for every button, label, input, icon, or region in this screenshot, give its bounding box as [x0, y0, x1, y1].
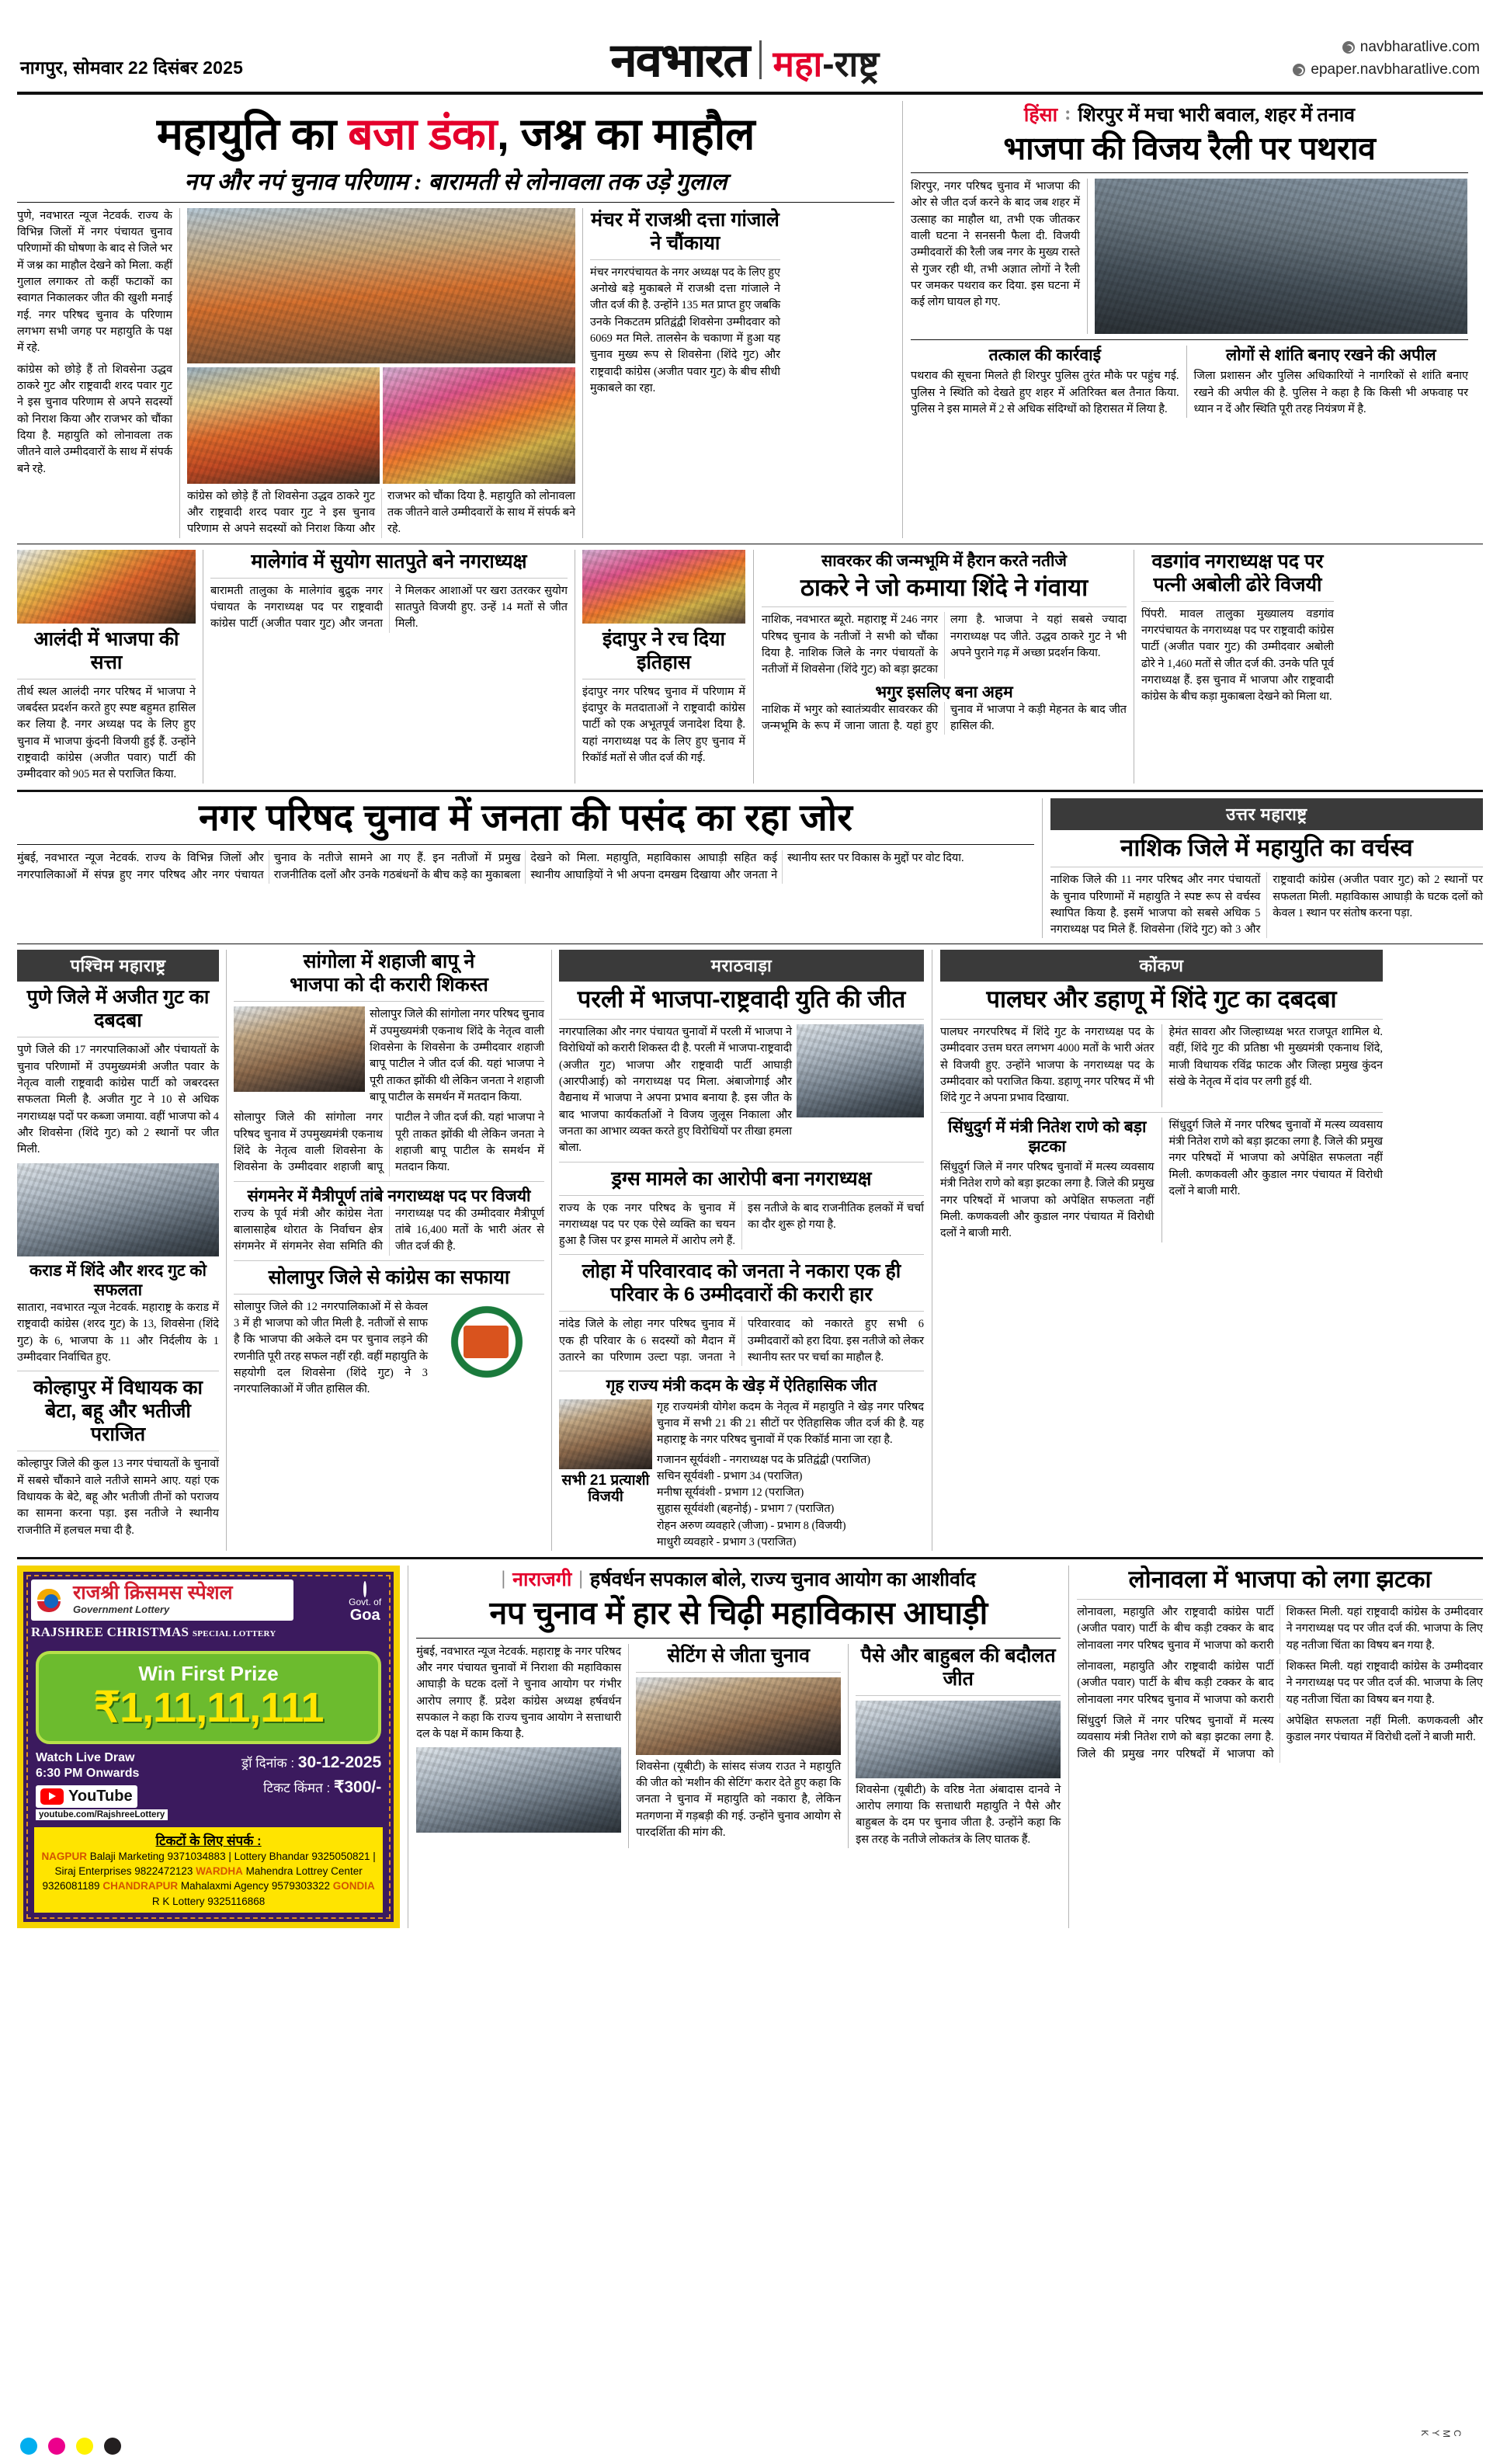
main-band-body: मुंबई, नवभारत न्यूज नेटवर्क. राज्य के विभिन्न जिलों और नगरपालिकाओं में संपन्न हुए नगर परिषद और नगर पंचायत चुनाव के नतीजे सामने आ गए हैं. इन नतीजों में प्रमुख राजनीतिक दलों और उनके गठबंधनों के बीच कड़े का मुकाबला देखने को मिला. महायुति, महाविकास आघाड़ी सहित कई स्थानीय आघाड़ियों ने भी अपना दमखम दिखाया और जनता ने स्थानीय स्तर पर विकास के मुद्दों पर वोट दिया. [17, 852, 964, 881]
wadgaon-body: पिंपरी. मावल तालुका मुख्यालय वडगांव नगरपंचायत के नगराध्यक्ष पद पर राष्ट्रवादी कांग्रेस पार्टी (अजीत पवार गुट) की उम्मीदवार अबोली ढोरे ने 1,460 मतों से जीत दर्ज की. उनके पति पूर्व नगराध्यक्ष हैं. इस चुनाव में भाजपा और राष्ट्रवादी कांग्रेस के बीच कड़ा मुकाबला देखने को मिला था. [1141, 607, 1334, 704]
malegaon-story [210, 550, 568, 784]
ad-brand-english: Government Lottery [73, 1604, 170, 1616]
ad-win-line: Win First Prize [138, 1662, 279, 1686]
ad-prize-amount: ₹1,11,11,111 [93, 1684, 324, 1732]
cmyk-label: C M Y K [1419, 2430, 1463, 2438]
band-north-maharashtra: उत्तर महाराष्ट्र [1050, 798, 1483, 830]
konkan-body-left: पालघर नगरपरिषद में शिंदे गुट के नगराध्यक्ष पद के उम्मीदवार उत्तम घरत लगभग 4000 मतों के भारी अंतर से विजयी हुए. उन्होंने भाजपा के नगराध्यक्ष पद के उम्मीदवार को पराजित किया. डहाणू नगर परिषद में भी शिंदे गुट ने अपना प्रभाव दिखाया. [940, 1026, 1155, 1105]
youtube-url[interactable]: youtube.com/RajshreeLottery [36, 1809, 168, 1820]
mva-story [416, 1566, 1061, 1927]
marathwada-headline: परली में भाजपा-राष्ट्रवादी युति की जीत [577, 985, 906, 1013]
divider [17, 1557, 1483, 1559]
north-mh-section [1050, 798, 1483, 939]
alandi-headline: आलंदी में भाजपा की सत्ता [33, 627, 179, 673]
youtube-button[interactable]: YouTube [36, 1785, 137, 1808]
main-band-section [17, 798, 1483, 939]
ad-prize-box [36, 1651, 381, 1744]
stage-story-headline: मंचर में राजश्री दत्ता गांजाले ने चौंकाया [591, 208, 780, 254]
mva-sub2-headline: पैसे और बाहुबल की बदौलत जीत [860, 1644, 1056, 1690]
mva-body: मुंबई, नवभारत न्यूज नेटवर्क. महाराष्ट्र के नगर परिषद और नगर पंचायत चुनावों में निराशा की महाविकास आघाड़ी के घटक दलों ने चुनाव आयोग पर गंभीर आरोप लगाए हैं. प्रदेश कांग्रेस अध्यक्ष हर्षवर्धन सपकाल ने कहा कि राज्य चुनाव आयोग ने सत्ताधारी दल के पक्ष में काम किया है. [416, 1645, 622, 1741]
photo-indapur [582, 550, 745, 624]
lead-subheadline: नप और नपं चुनाव परिणाम : बारामती से लोनावला तक उड़े गुलाल [184, 169, 727, 195]
photo-yogesh-kadam [559, 1399, 652, 1469]
lonavala-story [1077, 1566, 1483, 1927]
ad-contact-list: NAGPUR Balaji Marketing 9371034883 | Lottery Bhandar 9325050821 | Siraj Enterprises 9822472123 WARDHA Mahendra Lottrey Center 9326081189 CHANDRAPUR Mahalaxmi Agency 9579303322 GONDIA R K Lottery 9325116868 [41, 1851, 376, 1907]
ad-brand-line2: RAJSHREE CHRISTMAS SPECIAL LOTTERY [31, 1625, 276, 1640]
newspaper-logo[interactable] [610, 34, 880, 86]
lead-body-center: कांग्रेस को छोड़े हैं तो शिवसेना उद्धव ठाकरे गुट और राष्ट्रवादी शरद पवार गुट ने इस चुनाव परिणाम से अपने सदस्यों को निराश किया और राजभर को चौंका दिया है. महायुति को लोनावला तक जीतने वाले उम्मीदवारों के साथ में संपर्क बने रहे. [187, 489, 575, 536]
sindhudurg-headline: सिंधुदुर्ग में मंत्री नितेश राणे को बड़ा झटका [948, 1117, 1147, 1156]
west-mh-headline: पुणे जिले में अजीत गुट का दबदबा [26, 986, 210, 1032]
youtube-play-icon [40, 1788, 64, 1805]
mva-sub1-body: शिवसेना (यूबीटी) के सांसद संजय राउत ने महायुति की जीत को 'मशीन की सेटिंग' करार देते हुए कहा कि जनता ने चुनाव में महायुति को नकारा है, लेकिन मतगणना में गड़बड़ी की गई. उन्होंने चुनाव आयोग से पारदर्शिता की मांग की. [636, 1760, 842, 1839]
cmyk-yellow-dot [76, 2438, 93, 2455]
footer-bar [17, 2430, 1483, 2458]
rajshree-logo-icon [37, 1587, 67, 1614]
site-url-1: navbharatlive.com [1359, 39, 1480, 55]
karad-headline: कराड में शिंदे और शरद गुट को सफलता [30, 1261, 207, 1299]
savarkar-kicker: सावरकर की जन्मभूमि में हैरान करते नतीजे [821, 551, 1067, 570]
list-item: माधुरी व्यवहारे - प्रभाग 3 (पराजित) [657, 1536, 797, 1549]
logo-divider [759, 40, 762, 79]
mva-headline: नप चुनाव में हार से चिढ़ी महाविकास आघाड़ी [489, 1595, 988, 1632]
lead-body-2: कांग्रेस को छोड़े हैं तो शिवसेना उद्धव ठाकरे गुट और राष्ट्रवादी शरद पवार गुट ने इस चुनाव परिणाम से अपने सदस्यों को निराश किया और राजभर को चौंका दिया है. महायुति को लोनावला तक जीतने वाले उम्मीदवारों के साथ में संपर्क बने रहे. [17, 363, 172, 475]
goa-seal-icon [363, 1581, 366, 1597]
masthead-rule [17, 92, 1483, 95]
lonavala-headline: लोनावला में भाजपा को लगा झटका [1128, 1566, 1432, 1593]
malegaon-headline: मालेगांव में सुयोग सातपुते बने नगराध्यक्ष [251, 550, 527, 572]
photo-shahaji-bapu [234, 1006, 365, 1092]
sangola-headline-2: भाजपा को दी करारी शिकस्त [290, 974, 488, 996]
lonavala-body-cont2: सिंधुदुर्ग जिले में नगर परिषद चुनावों में मत्स्य व्यवसाय मंत्री नितेश राणे को बड़ा झटका लगा है. जिले की प्रमुख नगर परिषदों में भाजपा को अपेक्षित सफलता नहीं मिली. कणकवली और कुडाल नगर पंचायत में विरोधी दलों ने बाजी मारी. [1077, 1714, 1483, 1760]
sindhudurg-body: सिंधुदुर्ग जिले में नगर परिषद चुनावों में मत्स्य व्यवसाय मंत्री नितेश राणे को बड़ा झटका लगा है. जिले की प्रमुख नगर परिषदों में भाजपा को अपेक्षित सफलता नहीं मिली. कणकवली और कुडाल नगर पंचायत में विरोधी दलों ने बाजी मारी. [940, 1160, 1155, 1240]
bottom-band [17, 1566, 1483, 1927]
indapur-story [582, 550, 745, 784]
mva-sub2-body: शिवसेना (यूबीटी) के वरिष्ठ नेता अंबादास दानवे ने आरोप लगाया कि सत्ताधारी महायुति ने पैसे और बाहुबल के दम पर चुनाव जीता है. उन्होंने कहा कि इस तरह के नतीजे लोकतंत्र के लिए घातक हैं. [856, 1783, 1061, 1846]
violence-sub1-headline: तत्काल की कार्रवाई [988, 346, 1101, 365]
globe-icon [1342, 41, 1355, 54]
column-rule [179, 208, 180, 538]
kolhapur-headline: कोल्हापुर में विधायक का बेटा, बहू और भतीजी पराजित [33, 1377, 203, 1446]
solapur-body: सोलापुर जिले की 12 नगरपालिकाओं में से केवल 3 में ही भाजपा को जीत मिली है. नतीजों से साफ है कि भाजपा की अकेले दम पर चुनाव लड़ने की रणनीति पूरी तरह सफल नहीं रही. वहीं महायुति के सहयोगी दल शिवसेना (शिंदे गुट) ने 3 नगरपालिकाओं में जीत हासिल की. [234, 1300, 428, 1396]
photo-police [1095, 179, 1467, 334]
list-item: गजानन सूर्यवंशी - नगराध्यक्ष पद के प्रतिद्वंद्वी (पराजित) [657, 1453, 871, 1466]
savarkar-headline: ठाकरे ने जो कमाया शिंदे ने गंवाया [800, 573, 1089, 601]
ad-live-draw: Watch Live Draw 6:30 PM Onwards YouTube youtube.com/RajshreeLottery [36, 1750, 168, 1820]
ad-contact-heading: टिकटों के लिए संपर्क : [155, 1833, 262, 1849]
ad-container[interactable] [17, 1566, 400, 1927]
site-url-2: epaper.navbharatlive.com [1311, 61, 1480, 78]
karad-body: सातारा, नवभारत न्यूज नेटवर्क. महाराष्ट्र के कराड में राष्ट्रवादी कांग्रेस (शरद गुट) के 13, शिवसेना (शिंदे गुट) के 6, भाजपा के 11 और निर्दलीय के 1 उम्मीदवार निर्वाचित हुए. [17, 1302, 219, 1364]
malegaon-body: बारामती तालुका के मालेगांव बुद्रुक नगर पंचायत के नगराध्यक्ष पद पर राष्ट्रवादी कांग्रेस पार्टी (अजीत पवार गुट) और जनता ने मिलकर आशाओं पर खरा उतरकर सुयोग सातपुते विजयी हुए. उन्हें 14 मतों से जीत मिली. [210, 584, 568, 631]
north-mh-headline: नाशिक जिले में महायुति का वर्चस्व [1120, 833, 1413, 861]
masthead [0, 0, 1500, 92]
list-item: रोहन अरुण व्यवहारे (जीजा) - प्रभाग 8 (विजयी) [657, 1519, 846, 1532]
cmyk-black-dot [104, 2438, 121, 2455]
north-mh-body: नाशिक जिले की 11 नगर परिषद और नगर पंचायतों के चुनाव परिणामों में महायुति ने स्पष्ट रूप से वर्चस्व स्थापित किया है. इसमें भाजपा को सबसे अधिक 5 नगराध्यक्ष पद मिले हैं. शिवसेना (शिंदे गुट) को 3 और राष्ट्रवादी कांग्रेस (अजीत पवार गुट) को 2 स्थानों पर सफलता मिली. महाविकास आघाड़ी के घटक दलों को केवल 1 स्थान पर संतोष करना पड़ा. [1050, 874, 1483, 937]
violence-kicker: हिंसा : शिरपुर में मचा भारी बवाल, शहर में तनाव [1023, 103, 1356, 126]
photo-danve [856, 1701, 1061, 1778]
savarkar-sub-headline: भगुर इसलिए बना अहम [875, 683, 1013, 701]
photo-gulal-1 [383, 367, 575, 484]
alandi-body: तीर्थ स्थल आलंदी नगर परिषद में भाजपा ने जबर्दस्त प्रदर्शन करते हुए स्पष्ट बहुमत हासिल कर लिया है. नगर अध्यक्ष पद के लिए हुए चुनाव में भाजपा कुंदनी विजयी हुई हैं. उन्होंने राष्ट्रवादी कांग्रेस (अजीत पवार) पार्टी की उम्मीदवार को 905 मत से पराजित किया. [17, 685, 196, 781]
second-band [17, 550, 1483, 784]
photo-leader-1 [17, 1163, 219, 1256]
kolhapur-body: कोल्हापुर जिले की कुल 13 नगर पंचायतों के चुनावों में सबसे चौंकाने वाले नतीजे सामने आए. यहां एक विधायक के बेटे, बहू और भतीजी तीनों को पराजय का सामना करना पड़ा. इस नतीजे ने स्थानीय राजनीति में हलचल मचा दी है. [17, 1458, 219, 1537]
sangola-section [234, 950, 544, 1551]
konkan-section [940, 950, 1383, 1551]
solapur-headline: सोलापुर जिले से कांग्रेस का सफाया [268, 1266, 510, 1288]
savarkar-body: नाशिक, नवभारत ब्यूरो. महाराष्ट्र में 246 नगर परिषद चुनाव के नतीजों ने सभी को चौंका दिया है. नाशिक जिले के नगर पंचायतों के नतीजों में शिवसेना (शिंदे गुट) को बड़ा झटका लगा है. भाजपा ने यहां सबसे ज्यादा नगराध्यक्ष पद जीते. उद्धव ठाकरे गुट ने भी अपने पुराने गढ़ में अच्छा प्रदर्शन किया. [762, 613, 1127, 676]
west-mh-section [17, 950, 219, 1551]
stage-story-body: मंचर नगरपंचायत के नगर अध्यक्ष पद के लिए हुए अनोखे बड़े मुकाबले में राजश्री दत्ता गांजाले ने जीत दर्ज की है. उन्होंने 135 मत प्राप्त हुए जबकि उनके निकटतम प्रतिद्वंद्वी शिवसेना उम्मीदवार को 6069 मत मिले. तालसेन के चकाणा में हुआ यह चुनाव मुख्य रूप से शिवसेना (शिंदे गुट) और राष्ट्रवादी कांग्रेस (अजीत पवार गुट) के बीच सीधी मुकाबले का रहा. [590, 266, 780, 395]
mva-sub1-headline: सेटिंग से जीता चुनाव [667, 1644, 811, 1666]
list-item: सुहास सूर्यवंशी (बहनोई) - प्रभाग 7 (पराजित) [657, 1503, 835, 1516]
divider [17, 790, 1483, 792]
konkan-body-right: हेमंत सावरा और जिल्हाध्यक्ष भरत राजपूत शामिल थे. वहीं, शिंदे गुट की प्रतिष्ठा भी मुख्यमंत्री एकनाथ शिंदे, माजी विधायक रविंद्र फाटक और जिल्हा प्रमुख कुंदन संखे के नेतृत्व में दांव पर लगी हुई थी. [1168, 1026, 1383, 1088]
logo-maharashtra: महा-राष्ट्र [773, 43, 880, 84]
list-item: सचिन सूर्यवंशी - प्रभाग 34 (पराजित) [657, 1469, 803, 1482]
sangola-body-cont: सोलापुर जिले की सांगोला नगर परिषद चुनाव में उपमुख्यमंत्री एकनाथ शिंदे के नेतृत्व वाली शिवसेना के शिवसेना के उम्मीदवार शहाजी बापू पाटील ने जीत दर्ज की. यहां भाजपा ने पूरी ताकत झोंकी थी लेकिन जनता ने शहाजी बापू पाटील के समर्थन में मतदान किया. [234, 1111, 544, 1174]
drugs-headline: ड्रग्स मामले का आरोपी बना नगराध्यक्ष [611, 1167, 872, 1190]
photo-raut [636, 1677, 841, 1755]
alandi-story [17, 550, 196, 784]
drugs-body: राज्य के एक नगर परिषद के चुनाव में नगराध्यक्ष पद पर एक ऐसे व्यक्ति का चयन हुआ है जिस पर ड्रग्स मामले में आरोप लगे हैं. इस नतीजे के बाद राजनीतिक हलकों में चर्चा का दौर शुरू हो गया है. [559, 1201, 924, 1248]
cmyk-registration-marks [17, 2430, 1483, 2458]
cmyk-cyan-dot [20, 2438, 37, 2455]
ad-contact-block [34, 1827, 383, 1913]
sangamner-headline: संगमनेर में मैत्रीपूर्ण तांबे नगराध्यक्ष पद पर विजयी [247, 1187, 531, 1205]
wadgaon-story [1141, 550, 1334, 784]
logo-navbharat: नवभारत [610, 34, 749, 86]
ad-brand-hindi: राजश्री क्रिसमस स्पेशल [73, 1582, 233, 1604]
indapur-body: इंदापुर नगर परिषद चुनाव में परिणाम में इंदापुर के मतदाताओं ने राष्ट्रवादी कांग्रेस पार्टी को एक अभूतपूर्व जनादेश दिया है. यहां नगराध्यक्ष पद के लिए हुए चुनाव में रिकॉर्ड मतों से जीत दर्ज की गई. [582, 685, 745, 765]
marathwada-section [559, 950, 924, 1551]
list-item: मनीषा सूर्यवंशी - प्रभाग 12 (पराजित) [657, 1486, 804, 1500]
edition-date: नागपुर, सोमवार 22 दिसंबर 2025 [20, 57, 244, 78]
marathwada-body: नगरपालिका और नगर पंचायत चुनावों में परली में भाजपा ने विरोधियों को करारी शिकस्त दी है. परली में भाजपा-राष्ट्रवादी (अजीत गुट) भाजपा और राष्ट्रवादी पार्टी आघाड़ी (आरपीआई) को नगराध्यक्ष पद मिला. अंबाजोगाई और वैद्यनाथ में भाजपा ने अपना प्रभाव बनाया है. इस जीत के बाद भाजपा कार्यकर्ताओं ने विजय जुलूस निकाला और जनता का आभार व्यक्त करते हुए विरोधियों पर तीखा हमला बोला. [559, 1026, 792, 1155]
loha-body: नांदेड जिले के लोहा नगर परिषद चुनाव में एक ही परिवार के 6 सदस्यों को मैदान में उतारने का परिणाम उल्टा पड़ा. जनता ने परिवारवाद को नकारते हुए सभी 6 उम्मीदवारों को हरा दिया. इस नतीजे को लेकर स्थानीय स्तर पर चर्चा का माहौल है. [559, 1318, 924, 1364]
wadgaon-headline: वडगांव नगराध्यक्ष पद पर पत्नी अबोली ढोरे विजयी [1151, 550, 1324, 596]
savarkar-story [762, 550, 1127, 784]
photo-sapkal [416, 1747, 621, 1833]
indapur-headline: इंदापुर ने रच दिया इतिहास [602, 627, 725, 673]
savarkar-sub-body: नाशिक में भगुर को स्वातंत्र्यवीर सावरकर की जन्मभूमि के रूप में जाना जाता है. यहां हुए चुनाव में भाजपा ने कड़ी मेहनत के बाद जीत हासिल की. [762, 703, 1127, 733]
photo-marathwada-leader [797, 1024, 924, 1117]
globe-icon [1293, 64, 1305, 76]
main-band [17, 798, 1034, 939]
photo-alandi [17, 550, 196, 624]
band-konkan: कोंकण [940, 950, 1383, 982]
column-rule [582, 208, 583, 538]
lead-body-1: पुणे, नवभारत न्यूज नेटवर्क. राज्य के विभिन्न जिलों में नगर पंचायत चुनाव परिणामों की घोषणा के बाद से जिले भर में जश्न का माहौल देखने को मिला. कहीं गुलाल लगाकर तो कहीं फटाकों का स्वागत निकालकर जीत की खुशी मनाई गई. नगर परिषद चुनाव के परिणाम लगभग सभी जगह पर महायुति के पक्ष में रहे. [17, 209, 172, 355]
congress-logo-icon [440, 1299, 533, 1385]
west-mh-body: पुणे जिले की 17 नगरपालिकाओं और पंचायतों के चुनाव परिणामों में उपमुख्यमंत्री अजीत पवार के नेतृत्व वाली राष्ट्रवादी कांग्रेस पार्टी को जबरदस्त सफलता मिली है. अजीत गुट ने 10 से अधिक नगराध्यक्ष पदों पर कब्जा जमाया. वहीं भाजपा को 4 और शिवसेना (शिंदे गुट) को 2 स्थानों पर जीत मिली. [17, 1044, 219, 1156]
khed-body: गृह राज्यमंत्री योगेश कदम के नेतृत्व में महायुति ने खेड़ नगर परिषद चुनाव में सभी 21 की 21 सीटों पर ऐतिहासिक जीत दर्ज की है. यह महाराष्ट्र के नगर परिषद चुनावों में एक रिकॉर्ड माना जा रहा है. [657, 1400, 924, 1447]
cmyk-magenta-dot [48, 2438, 65, 2455]
goa-govt-seal: Govt. of Goa [349, 1583, 381, 1623]
mva-kicker: | नाराजगी | हर्षवर्धन सपकाल बोले, राज्य चुनाव आयोग का आशीर्वाद [501, 1568, 976, 1591]
lead-story [17, 101, 894, 538]
lonavala-body: लोनावला, महायुति और राष्ट्रवादी कांग्रेस पार्टी (अजीत पवार) पार्टी के बीच कड़ी टक्कर के बाद लोनावला नगर परिषद चुनाव में भाजपा को करारी शिकस्त मिली. यहां राष्ट्रवादी कांग्रेस के उम्मीदवार ने नगराध्यक्ष पद पर जीत दर्ज की. भाजपा के लिए यह नतीजा चिंता का विषय बन गया है. [1077, 1606, 1483, 1652]
loha-headline: लोहा में परिवारवाद को जनता ने नकारा एक ही परिवार के 6 उम्मीदवारों की करारी हार [582, 1260, 901, 1306]
photo-celebration-1 [187, 208, 575, 363]
band-marathwada: मराठवाड़ा [559, 950, 924, 982]
divider [17, 202, 894, 203]
violence-sub2-body: जिला प्रशासन और पुलिस अधिकारियों ने नागरिकों से शांति बनाए रखने की अपील की है. पुलिस ने कहा है कि किसी भी अफवाह पर ध्यान न दें और स्थिति पूरी तरह नियंत्रण में है. [1193, 370, 1468, 415]
sangola-body: सोलापुर जिले की सांगोला नगर परिषद चुनाव में उपमुख्यमंत्री एकनाथ शिंदे के नेतृत्व वाली शिवसेना के शिवसेना के उम्मीदवार शहाजी बापू पाटील ने जीत दर्ज की. यहां भाजपा ने पूरी ताकत झोंकी थी लेकिन जनता ने शहाजी बापू पाटील के समर्थन में मतदान किया. [370, 1008, 545, 1104]
site-link-epaper[interactable] [1293, 59, 1480, 82]
violence-headline: भाजपा की विजय रैली पर पथराव [1003, 130, 1376, 166]
section-rule [902, 101, 903, 538]
khed-result-badge: सभी 21 प्रत्याशी विजयी [561, 1472, 650, 1506]
sangamner-body: राज्य के पूर्व मंत्री और कांग्रेस नेता बालासाहेब थोरात के निर्वाचन क्षेत्र संगमनेर में संगमनेर सेवा समिति की नगराध्यक्ष पद की उम्मीदवार मैत्रीपूर्ण तांबे 16,400 मतों के भारी अंतर से जीत दर्ज की है. [234, 1207, 544, 1253]
sindhudurg-body-cont: सिंधुदुर्ग जिले में नगर परिषद चुनावों में मत्स्य व्यवसाय मंत्री नितेश राणे को बड़ा झटका लगा है. जिले की प्रमुख नगर परिषदों में भाजपा को अपेक्षित सफलता नहीं मिली. कणकवली और कुडाल नगर पंचायत में विरोधी दलों ने बाजी मारी. [1168, 1118, 1383, 1197]
main-band-headline: नगर परिषद चुनाव में जनता की पसंद का रहा जोर [198, 797, 852, 839]
khed-candidate-list [657, 1452, 924, 1552]
top-section [17, 101, 1483, 538]
third-band [17, 950, 1483, 1551]
ad-draw-details: ड्रॉ दिनांक : 30-12-2025 टिकट किंमत : ₹300/- [241, 1753, 382, 1796]
violence-sub1-body: पथराव की सूचना मिलते ही शिरपुर पुलिस तुरंत मौके पर पहुंच गई. पुलिस ने स्थिति को देखते हुए शहर में अतिरिक्त बल तैनात किया. पुलिस ने इस मामले में 2 से अधिक संदिग्धों को हिरासत में लिया है. [911, 370, 1179, 415]
sangola-headline-1: सांगोला में शहाजी बापू ने [303, 950, 475, 973]
ad-brand-bar [31, 1580, 293, 1621]
band-west-maharashtra: पश्चिम महाराष्ट्र [17, 950, 219, 982]
lonavala-body-cont: लोनावला, महायुति और राष्ट्रवादी कांग्रेस पार्टी (अजीत पवार) पार्टी के बीच कड़ी टक्कर के बाद लोनावला नगर परिषद चुनाव में भाजपा को करारी शिकस्त मिली. यहां राष्ट्रवादी कांग्रेस के उम्मीदवार ने नगराध्यक्ष पद पर जीत दर्ज की. भाजपा के लिए यह नतीजा चिंता का विषय बन गया है. [1077, 1659, 1483, 1706]
photo-rally-1 [187, 367, 380, 484]
lottery-ad[interactable] [17, 1566, 400, 1927]
website-links [1293, 36, 1480, 84]
violence-sub2-headline: लोगों से शांति बनाए रखने की अपील [1225, 346, 1436, 365]
site-link-main[interactable] [1293, 36, 1480, 59]
konkan-headline: पालघर और डहाणू में शिंदे गुट का दबदबा [986, 985, 1337, 1013]
violence-story [911, 101, 1468, 538]
violence-body: शिरपुर, नगर परिषद चुनाव में भाजपा की ओर से जीत दर्ज करने के बाद जब शहर में उत्साह का माहौल था, तभी एक जीतकर वाली घटना ने सनसनी फैला दी. विजयी उम्मीदवारों की रैली जब नगर के मुख्य रास्ते से गुजर रही थी, तभी अज्ञात लोगों ने रैली पर जमकर पथराव कर दिया. इस घटना में कई लोग घायल हो गए. [911, 180, 1080, 309]
khed-headline: गृह राज्य मंत्री कदम के खेड़ में ऐतिहासिक जीत [606, 1377, 877, 1395]
lead-headline: महायुति का बजा डंका, जश्न का माहौल [156, 109, 755, 159]
